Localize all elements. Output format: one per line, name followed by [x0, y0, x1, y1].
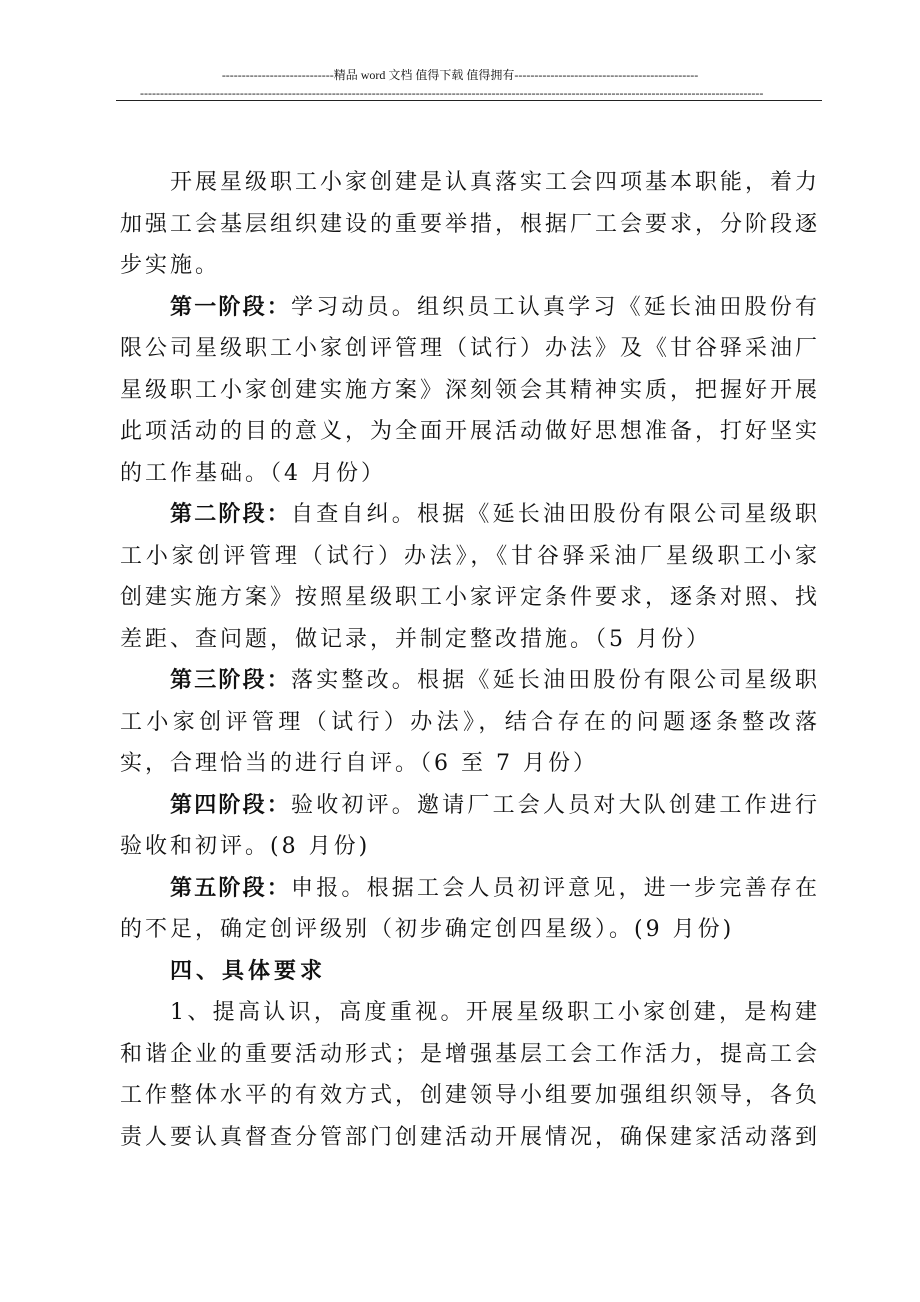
phase-5-text: 申报。根据工会人员初评意见，进一步完善存在的不足，确定创评级别（初步确定创四星级）。(9 月份) — [120, 875, 820, 942]
phase-4-text: 验收初评。邀请厂工会人员对大队创建工作进行验收和初评。(8 月份) — [120, 792, 820, 859]
phase-5-paragraph — [120, 868, 820, 951]
phase-3-paragraph — [120, 660, 820, 785]
phase-3-label: 第三阶段： — [170, 667, 291, 693]
phase-1-text: 学习动员。组织员工认真学习《延长油田股份有限公司星级职工小家创评管理（试行）办法》及《甘谷驿采油厂星级职工小家创建实施方案》深刻领会其精神实质，把握好开展此项活动的目的意义，为全面开展活动做好思想准备，打好坚实的工作基础。（4 月份） — [120, 294, 821, 486]
phase-4-label: 第四阶段： — [170, 791, 291, 818]
phase-2-label: 第二阶段： — [170, 501, 291, 527]
phase-2-paragraph — [120, 494, 820, 660]
phase-1-paragraph — [120, 287, 820, 495]
page-header-banner: ----------------------------精品 word 文档 值得下载 值得拥有---------------------------------------------- — [221, 68, 699, 82]
intro-text: 开展星级职工小家创建是认真落实工会四项基本职能，着力加强工会基层组织建设的重要举措，根据厂工会要求，分阶段逐步实施。 — [120, 170, 821, 278]
requirement-1-paragraph: 1、提高认识，高度重视。开展星级职工小家创建，是构建和谐企业的重要活动形式；是增强基层工会工作活力，提高工会工作整体水平的有效方式，创建领导小组要加强组织领导，各负责人要认真督查分管部门创建活动开展情况，确保建家活动落到 — [120, 1000, 821, 1150]
phase-5-label: 第五阶段： — [170, 874, 291, 901]
page-header-dashes: ------------------------------------------------------------------------------------------------------------------------------------------------------------ — [140, 86, 764, 100]
section-heading: 四、具体要求 — [170, 957, 327, 984]
document-body — [120, 162, 820, 1158]
intro-paragraph — [120, 162, 820, 287]
phase-3-text: 落实整改。根据《延长油田股份有限公司星级职工小家创评管理（试行）办法》，结合存在的问题逐条整改落实，合理恰当的进行自评。（6 至 7 月份） — [120, 668, 820, 776]
phase-1-label: 第一阶段： — [170, 293, 291, 320]
header-divider — [116, 100, 822, 101]
phase-2-text: 自查自纠。根据《延长油田股份有限公司星级职工小家创评管理（试行）办法》，《甘谷驿采油厂星级职工小家创建实施方案》按照星级职工小家评定条件要求，逐条对照、找差距、查问题，做记录，并制定整改措施。（5 月份） — [120, 502, 821, 652]
phase-4-paragraph — [120, 785, 820, 868]
